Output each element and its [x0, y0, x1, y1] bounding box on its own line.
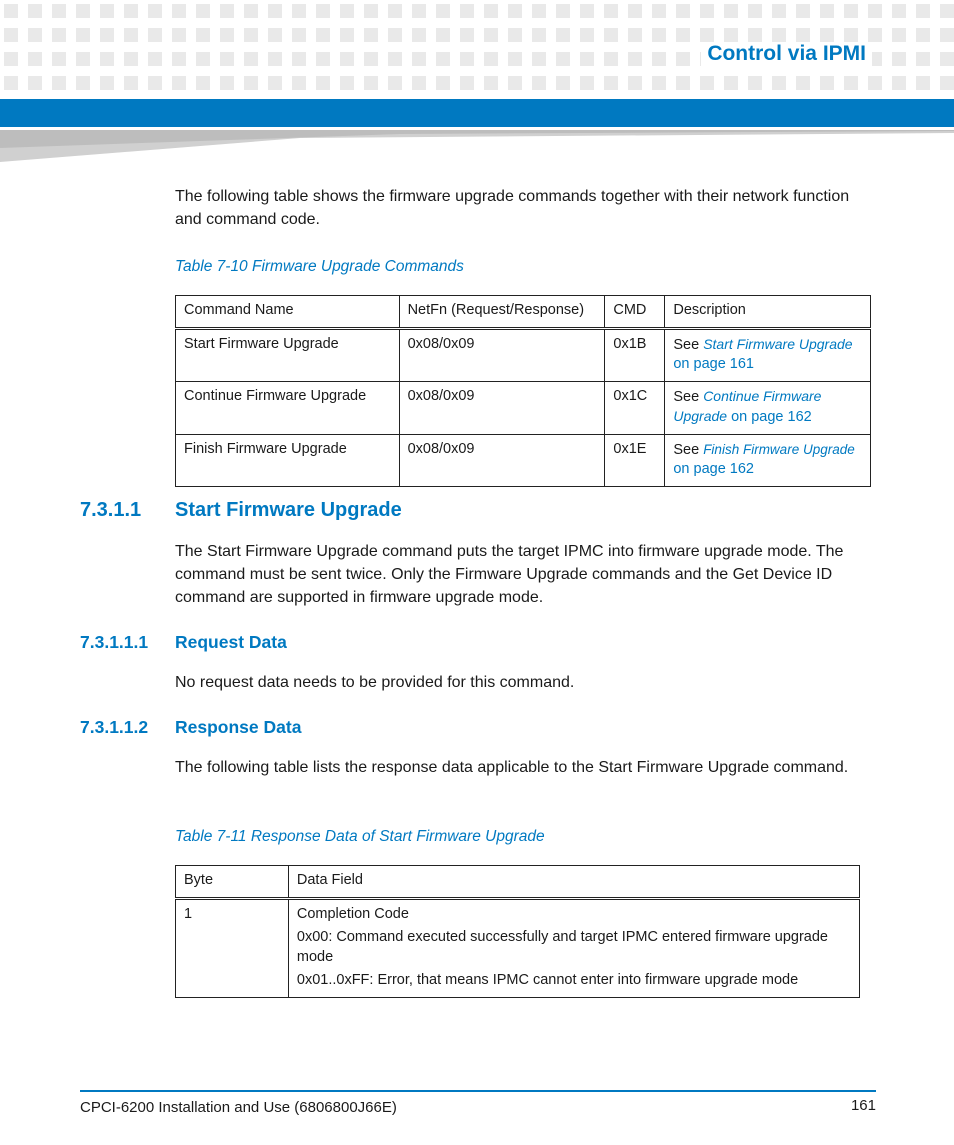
header-pattern-square: [196, 76, 210, 90]
header-pattern-square: [892, 76, 906, 90]
header-pattern-square: [484, 52, 498, 66]
section-paragraph: The Start Firmware Upgrade command puts the target IPMC into firmware upgrade mode. The command must be sent twice. Only the Firmware Upgrade commands and the Get Device ID command are supported in firmware upgrade mode.: [175, 543, 844, 606]
request-data-heading: [80, 632, 287, 653]
header-pattern-square: [820, 28, 834, 42]
data-field-line: Completion Code: [296, 905, 409, 922]
header-pattern-square: [628, 52, 642, 66]
response-data-heading: [80, 717, 301, 738]
header-pattern-square: [28, 52, 42, 66]
header-pattern-square: [196, 52, 210, 66]
column-header: CMD: [605, 296, 665, 329]
data-field-line: 0x00: Command executed successfully and target IPMC entered firmware upgrade mode: [296, 929, 829, 965]
header-pattern-square: [700, 28, 714, 42]
cmd-cell: 0x1B: [605, 328, 665, 381]
header-pattern-square: [628, 76, 642, 90]
header-pattern-square: [292, 52, 306, 66]
header-pattern-square: [52, 52, 66, 66]
header-pattern-square: [172, 28, 186, 42]
header-pattern-square: [412, 52, 426, 66]
header-pattern-square: [148, 52, 162, 66]
header-pattern-square: [628, 28, 642, 42]
header-pattern-square: [940, 28, 954, 42]
header-pattern-square: [172, 76, 186, 90]
header-pattern-square: [700, 4, 714, 18]
header-pattern-square: [676, 76, 690, 90]
header-pattern-square: [52, 76, 66, 90]
command-name-cell: Finish Firmware Upgrade: [176, 434, 400, 486]
header-pattern-square: [796, 28, 810, 42]
header-pattern-square: [364, 76, 378, 90]
header-pattern-square: [580, 28, 594, 42]
header-pattern-square: [292, 28, 306, 42]
header-pattern-square: [508, 52, 522, 66]
header-pattern-square: [4, 52, 18, 66]
header-pattern-square: [484, 28, 498, 42]
header-pattern-square: [436, 28, 450, 42]
header-pattern-square: [508, 28, 522, 42]
column-header: Data Field: [288, 866, 859, 899]
header-pattern-square: [436, 76, 450, 90]
header-pattern-square: [724, 28, 738, 42]
page-reference-link[interactable]: on page 162: [731, 409, 812, 425]
cross-reference-link[interactable]: Continue Firmware Upgrade: [673, 387, 822, 424]
header-blue-bar: [0, 99, 954, 127]
header-pattern-square: [556, 76, 570, 90]
section-title: Start Firmware Upgrade: [175, 499, 402, 521]
header-pattern-square: [580, 52, 594, 66]
subsection-title: Request Data: [175, 632, 287, 652]
header-pattern-square: [148, 28, 162, 42]
header-pattern-square: [940, 52, 954, 66]
header-pattern-square: [940, 76, 954, 90]
header-pattern-square: [436, 4, 450, 18]
byte-cell: 1: [176, 898, 289, 997]
header-pattern-square: [52, 28, 66, 42]
header-pattern-square: [556, 4, 570, 18]
header-pattern-square: [340, 52, 354, 66]
header-pattern-square: [124, 4, 138, 18]
header-pattern-square: [340, 28, 354, 42]
header-pattern-square: [4, 28, 18, 42]
header-pattern-square: [172, 52, 186, 66]
subsection-number: 7.3.1.1.1: [80, 632, 149, 652]
header-pattern-square: [724, 4, 738, 18]
see-text: See: [673, 336, 700, 353]
header-pattern-square: [580, 4, 594, 18]
header-pattern-square: [604, 4, 618, 18]
header-pattern-square: [340, 4, 354, 18]
table-row: [176, 434, 871, 486]
header-pattern-square: [652, 4, 666, 18]
header-pattern-square: [316, 52, 330, 66]
header-pattern-square: [172, 4, 186, 18]
header-pattern-square: [796, 76, 810, 90]
header-pattern-square: [868, 28, 882, 42]
header-pattern-square: [508, 4, 522, 18]
header-pattern-square: [460, 52, 474, 66]
header-pattern-square: [508, 76, 522, 90]
header-pattern-square: [124, 76, 138, 90]
header-pattern-square: [700, 76, 714, 90]
header-pattern-square: [892, 4, 906, 18]
description-cell: [665, 381, 871, 434]
header-pattern-square: [676, 4, 690, 18]
header-pattern-square: [28, 76, 42, 90]
header-pattern-square: [268, 76, 282, 90]
header-pattern-square: [748, 4, 762, 18]
header-pattern-square: [100, 28, 114, 42]
header-pattern-square: [364, 28, 378, 42]
header-pattern-square: [772, 4, 786, 18]
header-pattern-square: [244, 76, 258, 90]
header-pattern-square: [772, 28, 786, 42]
header-pattern-square: [76, 52, 90, 66]
header-pattern-square: [916, 4, 930, 18]
header-pattern-square: [748, 76, 762, 90]
header-pattern-square: [100, 76, 114, 90]
data-field-line: 0x01..0xFF: Error, that means IPMC cannot enter into firmware upgrade mode: [296, 972, 799, 988]
header-pattern-square: [460, 76, 474, 90]
table-header-row: [176, 866, 860, 899]
table-row: [176, 381, 871, 434]
subsection-title: Response Data: [175, 717, 302, 737]
subsection-number: 7.3.1.1.2: [80, 717, 149, 737]
cmd-cell: 0x1E: [605, 434, 665, 486]
table2-caption: Table 7-11 Response Data of Start Firmware Upgrade: [175, 828, 545, 845]
header-pattern-square: [916, 76, 930, 90]
footer-page-number: 161: [850, 1097, 876, 1114]
header-pattern-square: [388, 28, 402, 42]
netfn-cell: 0x08/0x09: [399, 434, 605, 486]
netfn-cell: 0x08/0x09: [399, 381, 605, 434]
header-pattern-square: [796, 4, 810, 18]
header-pattern-square: [676, 52, 690, 66]
header-pattern-square: [532, 4, 546, 18]
header-pattern-square: [892, 28, 906, 42]
request-paragraph: No request data needs to be provided for this command.: [175, 674, 575, 691]
column-header: Command Name: [176, 296, 400, 329]
header-pattern-square: [772, 76, 786, 90]
header-pattern-square: [76, 4, 90, 18]
column-header: NetFn (Request/Response): [399, 296, 605, 329]
footer-document-title: CPCI-6200 Installation and Use (6806800J66E): [80, 1099, 397, 1116]
header-pattern-square: [604, 52, 618, 66]
section-heading: [80, 499, 402, 522]
cross-reference-link[interactable]: Start Firmware Upgrade: [703, 335, 853, 352]
header-pattern-square: [724, 76, 738, 90]
header-pattern-square: [532, 28, 546, 42]
header-pattern-square: [412, 4, 426, 18]
data-field-cell: [288, 898, 859, 997]
description-cell: [665, 434, 871, 486]
description-cell: [665, 328, 871, 381]
header-pattern-square: [484, 76, 498, 90]
see-text: See: [673, 388, 700, 405]
header-swoosh: [0, 130, 954, 164]
header-pattern-square: [748, 28, 762, 42]
header-pattern-square: [916, 52, 930, 66]
header-pattern-square: [124, 28, 138, 42]
page-reference-link[interactable]: on page 161: [673, 356, 754, 372]
header-pattern-square: [148, 4, 162, 18]
header-pattern-square: [436, 52, 450, 66]
firmware-commands-table: [175, 295, 871, 487]
header-pattern-square: [556, 28, 570, 42]
header-pattern-square: [652, 52, 666, 66]
header-pattern-square: [28, 4, 42, 18]
header-pattern-square: [532, 52, 546, 66]
netfn-cell: 0x08/0x09: [399, 328, 605, 381]
header-pattern-square: [940, 4, 954, 18]
header-pattern-square: [652, 28, 666, 42]
header-pattern-square: [892, 52, 906, 66]
header-pattern-square: [844, 4, 858, 18]
header-pattern-square: [220, 52, 234, 66]
header-pattern-square: [604, 76, 618, 90]
footer-rule: [80, 1090, 876, 1092]
header-pattern-square: [340, 76, 354, 90]
command-name-cell: Start Firmware Upgrade: [176, 328, 400, 381]
cmd-cell: 0x1C: [605, 381, 665, 434]
section-number: 7.3.1.1: [80, 499, 142, 521]
header-pattern-square: [292, 4, 306, 18]
header-pattern-square: [28, 28, 42, 42]
header-pattern-square: [868, 4, 882, 18]
header-pattern-square: [628, 4, 642, 18]
header-pattern-square: [268, 4, 282, 18]
header-pattern-square: [820, 4, 834, 18]
response-paragraph: The following table lists the response data applicable to the Start Firmware Upgrade command.: [175, 759, 849, 776]
intro-paragraph: The following table shows the firmware upgrade commands together with their network function and command code.: [175, 188, 850, 228]
header-pattern-square: [268, 28, 282, 42]
header-pattern-square: [292, 76, 306, 90]
header-pattern-square: [52, 4, 66, 18]
header-pattern-square: [76, 28, 90, 42]
header-pattern-square: [196, 28, 210, 42]
header-pattern-square: [388, 76, 402, 90]
header-pattern-square: [220, 76, 234, 90]
header-pattern-square: [412, 76, 426, 90]
header-pattern-square: [388, 4, 402, 18]
see-text: See: [673, 441, 700, 458]
header-pattern-square: [244, 28, 258, 42]
header-pattern-square: [844, 28, 858, 42]
header-pattern-square: [676, 28, 690, 42]
header-pattern-square: [196, 4, 210, 18]
command-name-cell: Continue Firmware Upgrade: [176, 381, 400, 434]
header-pattern-square: [4, 76, 18, 90]
header-pattern-square: [388, 52, 402, 66]
column-header: Byte: [176, 866, 289, 899]
section-header-title: Control via IPMI: [701, 42, 872, 66]
header-pattern-square: [580, 76, 594, 90]
header-pattern-square: [652, 76, 666, 90]
header-pattern-square: [4, 4, 18, 18]
header-pattern-square: [316, 76, 330, 90]
table1-caption: Table 7-10 Firmware Upgrade Commands: [175, 258, 464, 275]
header-pattern-square: [484, 4, 498, 18]
header-pattern-square: [100, 52, 114, 66]
header-pattern-square: [604, 28, 618, 42]
table-row: [176, 328, 871, 381]
header-pattern-square: [220, 4, 234, 18]
column-header: Description: [665, 296, 871, 329]
response-data-table: [175, 865, 860, 998]
cross-reference-link[interactable]: Finish Firmware Upgrade: [703, 441, 855, 457]
header-pattern-square: [364, 4, 378, 18]
header-pattern-square: [820, 76, 834, 90]
header-pattern-square: [244, 52, 258, 66]
header-pattern-square: [364, 52, 378, 66]
header-pattern-square: [460, 28, 474, 42]
header-pattern-square: [244, 4, 258, 18]
header-pattern-square: [460, 4, 474, 18]
table-header-row: [176, 296, 871, 329]
header-pattern-square: [148, 76, 162, 90]
header-pattern-square: [916, 28, 930, 42]
header-pattern-square: [844, 76, 858, 90]
header-pattern-square: [268, 52, 282, 66]
header-pattern-square: [100, 4, 114, 18]
header-pattern-square: [316, 28, 330, 42]
header-pattern-square: [316, 4, 330, 18]
header-pattern-square: [412, 28, 426, 42]
header-pattern-square: [532, 76, 546, 90]
header-pattern-square: [556, 52, 570, 66]
page-reference-link[interactable]: on page 162: [673, 461, 754, 477]
header-pattern-square: [220, 28, 234, 42]
header-pattern-square: [868, 76, 882, 90]
header-pattern-square: [76, 76, 90, 90]
table-row: [176, 898, 860, 997]
header-pattern-square: [124, 52, 138, 66]
